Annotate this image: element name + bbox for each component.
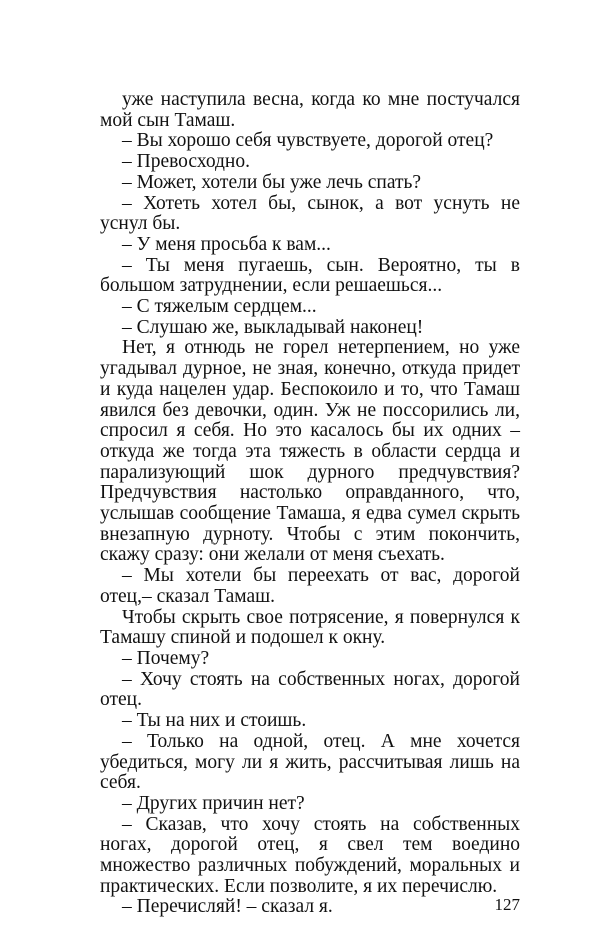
dialogue-line: – Только на одной, отец. А мне хочется убедиться, могу ли я жить, рассчитывая лишь на себя.: [100, 730, 520, 794]
dialogue-line: – Почему?: [122, 647, 210, 669]
dialogue-line: – Перечисляй! – сказал я.: [122, 896, 333, 918]
dialogue-line: – Хочу стоять на собственных ногах, дорогой отец.: [100, 668, 520, 711]
paragraph: Нет, я отнюдь не горел нетерпением, но уже угадывал дурное, не зная, конечно, откуда придет и куда нацелен удар. Беспокоило и то, что Тамаш явился без девочки, один. Уж не поссорились ли, спросил я себя. Но это касалось бы их одних – откуда же тогда эта тяжесть в области сердца и парализующий шок дурного предчувствия? Предчувствия настолько оправданного, что, услышав сообщение Тамаша, я едва сумел скрыть внезапную дурноту. Чтобы с этим покончить, скажу сразу: они желали от меня съехать.: [100, 337, 520, 566]
dialogue-line: – Ты на них и стоишь.: [122, 710, 307, 732]
dialogue-line: – Слушаю же, выкладывай наконец!: [122, 316, 424, 338]
dialogue-line: – Ты меня пугаешь, сын. Вероятно, ты в большом затруднении, если решаешься...: [100, 254, 520, 297]
paragraph: Чтобы скрыть свое потрясение, я повернулся к Тамашу спиной и подошел к окну.: [100, 606, 520, 649]
dialogue-line: – Сказав, что хочу стоять на собственных ногах, дорогой отец, я свел тем воедино множество различных побуждений, моральных и практических. Если позволите, я их перечислю.: [100, 813, 520, 897]
dialogue-line: – С тяжелым сердцем...: [122, 296, 317, 318]
dialogue-line: – Мы хотели бы переехать от вас, дорогой отец,– сказал Тамаш.: [100, 565, 520, 607]
page-number: 127: [494, 895, 520, 914]
dialogue-line: – Хотеть хотел бы, сынок, а вот уснуть не уснул бы.: [100, 192, 520, 235]
dialogue-line: – Превосходно.: [122, 151, 250, 173]
dialogue-line: – У меня просьба к вам...: [122, 233, 331, 255]
dialogue-line: – Вы хорошо себя чувствуете, дорогой отец?: [122, 130, 494, 152]
dialogue-line: – Может, хотели бы уже лечь спать?: [122, 171, 422, 193]
body-text: [100, 90, 520, 918]
paragraph: уже наступила весна, когда ко мне постучался мой сын Тамаш.: [100, 89, 520, 131]
dialogue-line: – Других причин нет?: [122, 792, 305, 814]
